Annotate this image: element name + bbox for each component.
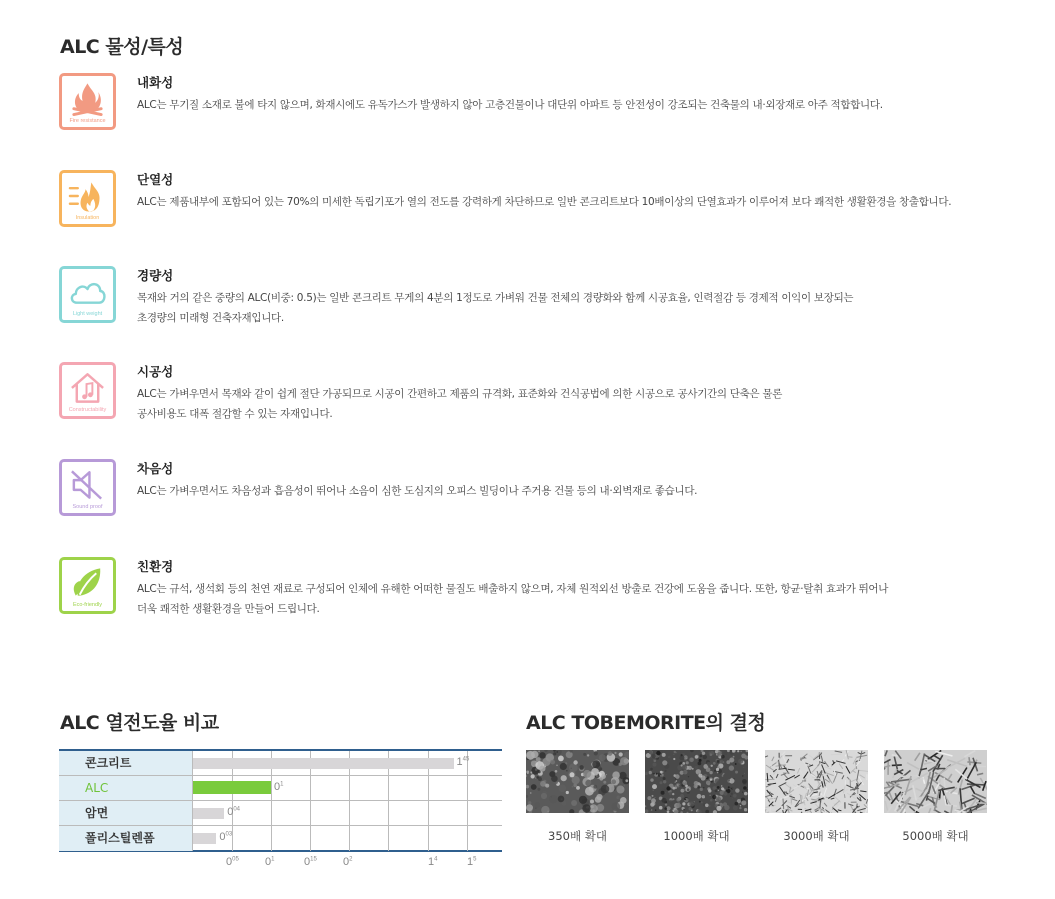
insulation-flame-icon: [68, 176, 107, 214]
tick-exp: 2: [349, 856, 353, 863]
micrograph-caption: 350배 확대: [548, 829, 607, 843]
grid-line: [428, 776, 429, 800]
property-icon-box: [59, 362, 116, 419]
data-label-base: 0: [219, 831, 226, 843]
row-grid: [193, 826, 502, 851]
icon-caption: Insulation: [75, 215, 100, 221]
chart-row: [59, 801, 502, 826]
micrograph-card: [884, 750, 987, 844]
tick-exp: 15: [310, 856, 317, 863]
cloud-icon: [68, 272, 107, 310]
bar: [193, 758, 454, 769]
description-line: ALC는 무기질 소재로 불에 타지 않으며, 화재시에도 유독가스가 발생하지 않아 고층건물이나 대단위 아파트 등 안전성이 강조되는 건축물의 내·외장재로 아주 적합합니다.: [137, 99, 883, 111]
row-grid: [193, 751, 502, 775]
data-label-exp: 1: [280, 781, 284, 788]
x-tick-label: [265, 856, 274, 868]
property-title: 단열성: [137, 172, 174, 187]
grid-line: [349, 801, 350, 825]
micrograph-image: [645, 750, 748, 813]
icon-caption: Constructability: [68, 407, 107, 413]
property-icon-box: [59, 557, 116, 614]
property-description: [137, 579, 997, 619]
micrograph-caption: 5000배 확대: [902, 829, 969, 843]
micrograph-caption: 3000배 확대: [783, 829, 850, 843]
tobemorite-title: ALC TOBEMORITE의 결정: [526, 712, 766, 734]
category-label: 폴리스틸렌폼: [59, 826, 193, 851]
property-description: [137, 288, 997, 328]
thermal-title: ALC 열전도율 비교: [60, 712, 219, 734]
thermal-conductivity-chart: [59, 749, 502, 852]
icon-caption: Sound proof: [72, 504, 103, 510]
grid-line: [467, 801, 468, 825]
bar: [193, 781, 271, 794]
row-grid: [193, 776, 502, 800]
data-label-base: 0: [274, 781, 281, 793]
grid-line: [428, 826, 429, 851]
grid-line: [388, 801, 389, 825]
grid-line: [428, 801, 429, 825]
grid-line: [310, 801, 311, 825]
icon-caption: Light weight: [72, 311, 103, 317]
chart-row: [59, 826, 502, 851]
property-title: 차음성: [137, 461, 174, 476]
speaker-mute-icon: [68, 465, 107, 503]
property-title: 경량성: [137, 268, 174, 283]
tick-exp: 05: [232, 856, 239, 863]
x-tick-label: [467, 856, 476, 868]
icon-caption: Fire resistance: [69, 118, 106, 124]
grid-line: [388, 776, 389, 800]
leaf-icon: [68, 563, 107, 601]
data-label: [227, 806, 240, 818]
description-line: 초경량의 미래형 건축자재입니다.: [137, 312, 284, 324]
x-tick-label: [343, 856, 352, 868]
data-label: [219, 831, 232, 843]
description-line: 공사비용도 대폭 절감할 수 있는 자재입니다.: [137, 408, 333, 420]
data-label-base: 1: [456, 756, 463, 768]
icon-caption: Eco-friendly: [72, 602, 103, 608]
row-grid: [193, 801, 502, 825]
category-label: ALC: [59, 776, 193, 800]
micrograph-card: [645, 750, 748, 844]
bar: [193, 808, 224, 819]
category-label: 암면: [59, 801, 193, 825]
x-tick-label: [428, 856, 437, 868]
data-label-exp: 03: [225, 831, 233, 838]
property-description: [137, 95, 997, 115]
micrograph-image: [765, 750, 868, 813]
data-label-base: 0: [227, 806, 234, 818]
micrograph-1000x: [645, 750, 748, 813]
tick-base: 0: [304, 856, 311, 868]
micrograph-card: [765, 750, 868, 844]
tick-exp: 4: [434, 856, 438, 863]
bar: [193, 833, 216, 844]
description-line: ALC는 제품내부에 포함되어 있는 70%의 미세한 독립기포가 열의 전도를 강력하게 차단하므로 일반 콘크리트보다 10배이상의 단열효과가 이루어져 보다 쾌적한 생활환경을 창출합니다.: [137, 196, 952, 208]
properties-title: ALC 물성/특성: [60, 36, 184, 58]
description-line: 더욱 쾌적한 생활환경을 만들어 드립니다.: [137, 603, 320, 615]
chart-row: [59, 751, 502, 776]
description-line: ALC는 가벼우면서도 차음성과 흡음성이 뛰어나 소음이 심한 도심지의 오피스 빌딩이나 주거용 건물 등의 내·외벽재로 좋습니다.: [137, 485, 698, 497]
category-label: 콘크리트: [59, 751, 193, 775]
tick-base: 1: [428, 856, 435, 868]
description-line: ALC는 가벼우면서 목재와 같이 쉽게 절단 가공되므로 시공이 간편하고 제품의 규격화, 표준화와 건식공법에 의한 시공으로 공사기간의 단축은 물론: [137, 388, 783, 400]
property-title: 친환경: [137, 559, 174, 574]
data-label: [457, 756, 470, 768]
property-description: [137, 192, 997, 212]
micrograph-350x: [526, 750, 629, 813]
tick-base: 1: [467, 856, 474, 868]
grid-line: [349, 776, 350, 800]
property-description: [137, 481, 997, 501]
micrograph-5000x: [884, 750, 987, 813]
property-description: [137, 384, 997, 424]
description-line: 목재와 거의 같은 중량의 ALC(비중: 0.5)는 일반 콘크리트 무게의 4분의 1정도로 가벼워 건물 전체의 경량화와 함께 시공효율, 인력절감 등 경제적 이익이 보장되는: [137, 292, 854, 304]
tick-base: 0: [343, 856, 350, 868]
grid-line: [271, 826, 272, 851]
description-line: ALC는 규석, 생석회 등의 천연 재료로 구성되어 인체에 유해한 어떠한 물질도 배출하지 않으며, 자체 원적외선 방출로 건강에 도움을 줍니다. 또한, 항균·탈취 효과가 뛰어나: [137, 583, 889, 595]
x-tick-label: [226, 856, 239, 868]
grid-line: [349, 826, 350, 851]
tick-base: 0: [265, 856, 272, 868]
property-title: 시공성: [137, 364, 174, 379]
property-icon-box: [59, 170, 116, 227]
grid-line: [467, 826, 468, 851]
data-label-exp: 04: [233, 806, 240, 813]
grid-line: [467, 776, 468, 800]
property-icon-box: [59, 266, 116, 323]
micrograph-image: [526, 750, 629, 813]
grid-line: [271, 801, 272, 825]
grid-line: [310, 826, 311, 851]
property-icon-box: [59, 459, 116, 516]
house-music-icon: [68, 368, 107, 406]
grid-line: [271, 776, 272, 800]
tick-exp: 5: [473, 856, 477, 863]
micrograph-card: [526, 750, 629, 844]
data-label-exp: 45: [462, 756, 470, 763]
micrograph-image: [884, 750, 987, 813]
data-label: [274, 781, 283, 793]
micrograph-3000x: [765, 750, 868, 813]
tick-base: 0: [226, 856, 233, 868]
property-icon-box: [59, 73, 116, 130]
x-tick-label: [304, 856, 317, 868]
micrograph-caption: 1000배 확대: [663, 829, 730, 843]
property-title: 내화성: [137, 75, 174, 90]
tick-exp: 1: [271, 856, 275, 863]
grid-line: [388, 826, 389, 851]
fire-icon: [68, 79, 107, 117]
grid-line: [310, 776, 311, 800]
chart-row: [59, 776, 502, 801]
